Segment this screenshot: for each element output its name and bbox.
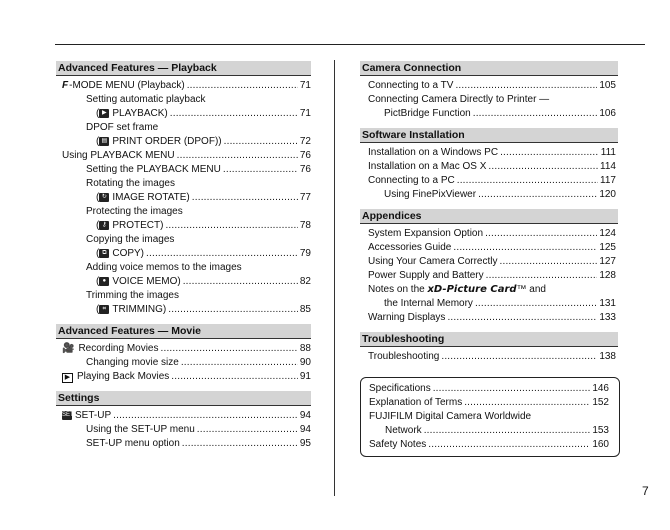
toc-entry[interactable]: SET-UP menu option ..... 95 bbox=[56, 437, 311, 451]
toc-entry: Setting automatic playback bbox=[86, 94, 206, 105]
page-number: 7 bbox=[642, 484, 649, 498]
toc-entry[interactable]: Connecting to a TV ..... 105 bbox=[360, 79, 618, 93]
toc-entry[interactable]: Installation on a Windows PC ..... 111 bbox=[360, 146, 618, 160]
toc-entry[interactable]: Network ..... 153 bbox=[369, 424, 611, 438]
setup-icon: SET bbox=[62, 411, 74, 418]
play-button-icon: ▶ bbox=[62, 373, 73, 383]
toc-entry[interactable]: F-MODE MENU (Playback) ..... 71 bbox=[56, 79, 311, 93]
toc-entry[interactable]: Using PLAYBACK MENU ..... 76 bbox=[56, 149, 311, 163]
toc-entry[interactable]: ▶ Playing Back Movies ..... 91 bbox=[56, 370, 311, 384]
section-advanced-playback bbox=[56, 61, 311, 317]
toc-entry[interactable]: Connecting to a PC ..... 117 bbox=[360, 174, 618, 188]
section-title: Troubleshooting bbox=[360, 332, 618, 347]
section-troubleshooting bbox=[360, 332, 618, 364]
toc-entry[interactable]: 🎥 Recording Movies ..... 88 bbox=[56, 342, 311, 356]
toc-entry[interactable]: Safety Notes ..... 160 bbox=[369, 438, 611, 452]
toc-entry[interactable]: ( ⚷ PROTECT) ..... 78 bbox=[56, 219, 311, 233]
toc-entry[interactable]: ( ⌗ TRIMMING) ..... 85 bbox=[56, 303, 311, 317]
xd-picture-card-logo: xD-Picture Card bbox=[427, 284, 517, 295]
toc-entry[interactable]: ( ⧉ COPY) ..... 79 bbox=[56, 247, 311, 261]
column-divider bbox=[334, 60, 335, 496]
toc-entry[interactable]: the Internal Memory ..... 131 bbox=[360, 297, 618, 311]
toc-entry[interactable]: Accessories Guide ..... 125 bbox=[360, 241, 618, 255]
voice-memo-icon: ● bbox=[99, 277, 109, 286]
section-title: Appendices bbox=[360, 209, 618, 224]
toc-entry[interactable]: Warning Displays ..... 133 bbox=[360, 311, 618, 325]
toc-entry[interactable]: Using the SET-UP menu ..... 94 bbox=[56, 423, 311, 437]
section-software-installation bbox=[360, 128, 618, 202]
print-order-icon: ▤ bbox=[99, 137, 109, 146]
toc-entry[interactable]: Using Your Camera Correctly ..... 127 bbox=[360, 255, 618, 269]
section-title: Camera Connection bbox=[360, 61, 618, 76]
toc-right-column bbox=[360, 61, 618, 457]
toc-entry[interactable]: ( ▤ PRINT ORDER (DPOF)) ..... 72 bbox=[56, 135, 311, 149]
section-settings bbox=[56, 391, 311, 451]
toc-entry[interactable]: Setting the PLAYBACK MENU ..... 76 bbox=[56, 163, 311, 177]
toc-entry: Rotating the images bbox=[86, 178, 175, 189]
toc-entry: FUJIFILM Digital Camera Worldwide bbox=[369, 411, 532, 422]
toc-entry[interactable]: Explanation of Terms ..... 152 bbox=[369, 396, 611, 410]
toc-entry: Adding voice memos to the images bbox=[86, 262, 242, 273]
section-camera-connection bbox=[360, 61, 618, 121]
toc-entry[interactable]: ( ● VOICE MEMO) ..... 82 bbox=[56, 275, 311, 289]
movie-camera-icon: 🎥 bbox=[62, 343, 75, 354]
toc-entry: Connecting Camera Directly to Printer — bbox=[368, 94, 550, 105]
toc-entry: DPOF set frame bbox=[86, 122, 159, 133]
toc-entry[interactable]: PictBridge Function ..... 106 bbox=[360, 107, 618, 121]
section-title: Software Installation bbox=[360, 128, 618, 143]
rotate-icon: ↻ bbox=[99, 193, 109, 202]
top-rule bbox=[55, 44, 645, 45]
toc-left-column bbox=[56, 61, 311, 458]
toc-entry[interactable]: System Expansion Option ..... 124 bbox=[360, 227, 618, 241]
toc-entry[interactable]: Using FinePixViewer ..... 120 bbox=[360, 188, 618, 202]
toc-entry[interactable]: ( ↻ IMAGE ROTATE) ..... 77 bbox=[56, 191, 311, 205]
boxed-index-section bbox=[360, 377, 620, 457]
copy-icon: ⧉ bbox=[99, 249, 109, 258]
playback-icon: ▶ bbox=[99, 109, 109, 118]
toc-entry: Notes on the xD-Picture Card™ and bbox=[368, 284, 546, 295]
toc-entry[interactable]: Troubleshooting ..... 138 bbox=[360, 350, 618, 364]
protect-icon: ⚷ bbox=[99, 221, 109, 230]
trimming-icon: ⌗ bbox=[99, 305, 109, 314]
section-advanced-movie bbox=[56, 324, 311, 384]
section-title: Advanced Features — Movie bbox=[56, 324, 311, 339]
toc-entry[interactable]: Changing movie size ..... 90 bbox=[56, 356, 311, 370]
toc-entry[interactable]: ( ▶ PLAYBACK) ..... 71 bbox=[56, 107, 311, 121]
section-appendices bbox=[360, 209, 618, 325]
toc-entry[interactable]: Installation on a Mac OS X ..... 114 bbox=[360, 160, 618, 174]
section-title: Advanced Features — Playback bbox=[56, 61, 311, 76]
f-mode-icon: F bbox=[62, 80, 69, 91]
toc-entry[interactable]: Power Supply and Battery ..... 128 bbox=[360, 269, 618, 283]
toc-entry: Protecting the images bbox=[86, 206, 183, 217]
toc-entry: Copying the images bbox=[86, 234, 175, 245]
toc-entry[interactable]: SETSET-UP ..... 94 bbox=[56, 409, 311, 423]
section-title: Settings bbox=[56, 391, 311, 406]
toc-entry: Trimming the images bbox=[86, 290, 179, 301]
toc-entry[interactable]: Specifications ..... 146 bbox=[369, 382, 611, 396]
